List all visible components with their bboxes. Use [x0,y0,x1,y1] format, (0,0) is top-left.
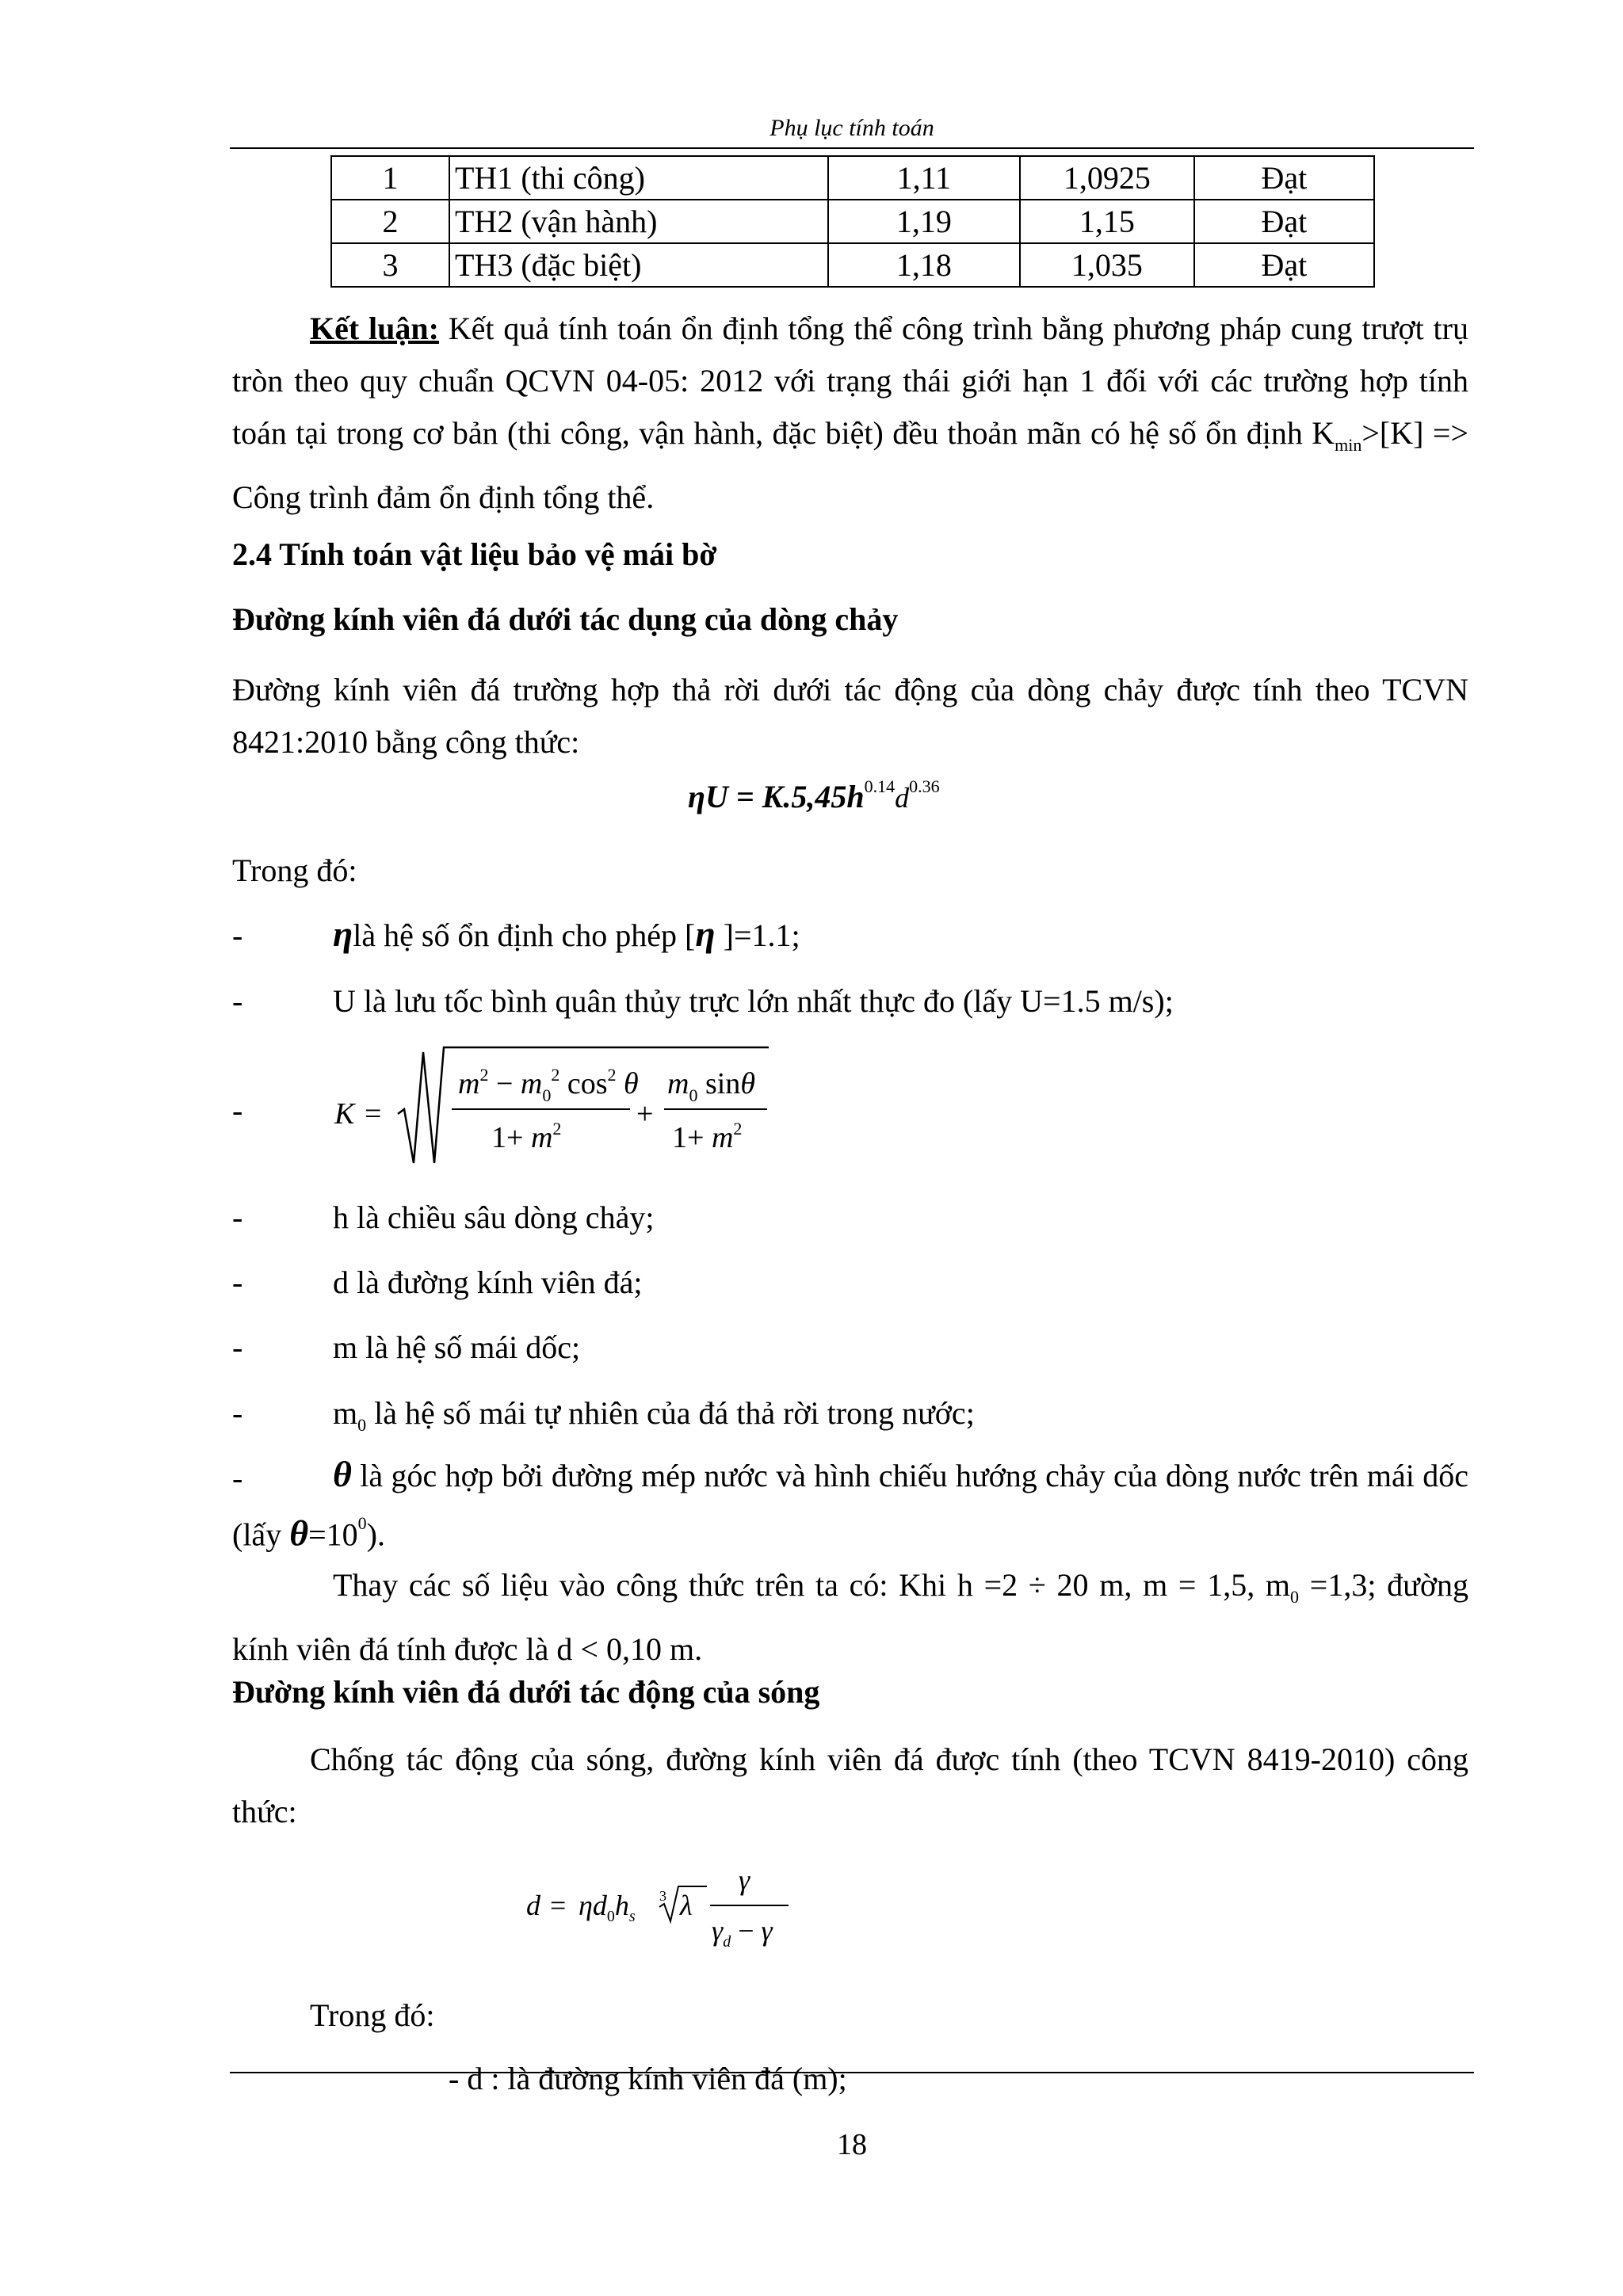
eta-symbol: η [333,913,353,954]
results-table [330,155,1375,288]
item-m0-text: là hệ số mái tự nhiên của đá thả rời trong nước; [366,1395,975,1431]
item-m0 [333,1394,1474,1436]
item-d-wave: - d : là đường kính viên đá (m); [449,2061,847,2096]
row-result: Đạt [1194,156,1374,200]
item-u: U là lưu tốc bình quân thủy trực lớn nhất thực đo (lấy U=1.5 m/s); [333,983,1174,1019]
dash-8: - [232,1460,243,1496]
row-result: Đạt [1194,243,1374,287]
row-case: TH3 (đặc biệt) [449,243,828,287]
conclusion-paragraph [232,303,1468,524]
flow-formula-exp2: 0.36 [909,776,940,796]
svg-text:d: d [526,1890,540,1921]
row-k-min: 1,18 [828,243,1020,287]
row-k-min: 1,19 [828,200,1020,243]
dash-3: - [232,1093,243,1128]
row-index: 1 [331,156,449,200]
row-k-allowed: 1,0925 [1020,156,1194,200]
flow-formula-exp1: 0.14 [864,776,896,796]
svg-text:1+ m2: $1+ m^2$ [672,1119,743,1154]
svg-text:3: 3 [659,1888,666,1904]
row-case: TH2 (vận hành) [449,200,828,243]
dash-4: - [232,1199,243,1235]
table-row [331,243,1374,287]
conclusion-text-end: >[K] => Công trình đảm ổn định tổng thể. [232,415,1468,515]
item-m: m là hệ số mái dốc; [333,1329,581,1365]
flow-formula-d: d [895,782,910,814]
item-theta [232,1448,1468,1561]
item-theta-text2: =10 [308,1516,358,1553]
subsection2-title: Đường kính viên đá dưới tác động của sóng [232,1674,820,1710]
theta-symbol: θ [333,1454,352,1494]
theta-symbol-2: θ [289,1512,309,1554]
item-h: h là chiều sâu dòng chảy; [333,1199,655,1235]
svg-text:m2 − m02 cos2 θ: $m^2 - m_0^2$ $\cos^2 \theta$ [458,1065,639,1105]
svg-text:λ: λ [680,1890,693,1921]
dash-6: - [232,1329,243,1365]
dash-5: - [232,1264,243,1300]
item-d: d là đường kính viên đá; [333,1264,643,1300]
substitution-text: Thay các số liệu vào công thức trên ta có: Khi h =2 ÷ 20 m, m = 1,5, m [333,1567,1291,1603]
svg-text:+: + [636,1097,654,1131]
flow-formula [688,778,940,815]
page-header: Phụ lục tính toán [230,114,1474,149]
table-row [331,156,1374,200]
item-eta-text2: ]=1.1; [715,917,800,953]
row-case: TH1 (thi công) [449,156,828,200]
item-theta-text3: ). [366,1516,385,1553]
item-m0-symbol: m [333,1395,358,1431]
row-k-allowed: 1,035 [1020,243,1194,287]
conclusion-sub: min [1335,435,1362,455]
subsection1-title: Đường kính viên đá dưới tác dụng của dòng chảy [232,601,899,637]
conclusion-text: Kết quả tính toán ổn định tổng thể công trình bằng phương pháp cung trượt trụ tròn theo quy chuẩn QCVN 04-05: 2012 với trạng thái giới hạn 1 đối với các trường hợp tính toán tại trong cơ bản (thi công, vận hành, đặc biệt) đều thoản mãn có hệ số ổn định K [232,311,1468,451]
item-theta-text: là góc hợp bởi đường mép nước và hình chiếu hướng chảy của dòng nước trên mái dốc (lấy [232,1458,1468,1553]
where-label-1: Trong đó: [232,852,357,888]
wave-formula [523,1858,808,1961]
item-m0-sub: 0 [357,1415,367,1435]
k-formula-label: K [334,1097,355,1131]
where-label-2: Trong đó: [310,1997,435,2033]
svg-text:m0 sinθ: $m_0$ sinθ [667,1067,755,1105]
item-eta-text: là hệ số ổn định cho phép [ [353,917,696,953]
conclusion-label: Kết luận: [310,311,439,346]
flow-formula-lhs: ηU = K.5,45h [688,779,865,814]
row-index: 2 [331,200,449,243]
subsection2-intro: Chống tác động của sóng, đường kính viên đá được tính (theo TCVN 8419-2010) công thức: [232,1741,1468,1829]
row-result: Đạt [1194,200,1374,243]
page-number: 18 [837,2128,867,2161]
table-row [331,200,1374,243]
item-theta-sup: 0 [357,1513,367,1533]
row-index: 3 [331,243,449,287]
row-k-allowed: 1,15 [1020,200,1194,243]
section-title: 2.4 Tính toán vật liệu bảo vệ mái bờ [232,536,717,572]
footer-rule [230,2072,1474,2073]
substitution-sub: 0 [1290,1587,1300,1607]
dash-2: - [232,983,243,1019]
svg-text:ηd0hs: $\eta d_0h_s$ [579,1890,636,1925]
subsection1-intro: Đường kính viên đá trường hợp thả rời dưới tác động của dòng chảy được tính theo TCVN 8421:2010 bằng công thức: [232,672,1468,760]
eta-symbol-2: η [695,913,716,954]
dash-1: - [232,917,243,953]
svg-text:=: = [365,1097,382,1131]
dash-7: - [232,1395,243,1431]
svg-text:γd − γ: $\gamma_d - \gamma$ [712,1915,773,1951]
substitution-paragraph [232,1559,1468,1676]
row-k-min: 1,11 [828,156,1020,200]
item-eta [333,913,1474,955]
substitution-text-end: =1,3; đường kính viên đá tính được là d < 0,10 m. [232,1567,1468,1667]
svg-text:1+ m2: $1+ m^2$ [491,1119,562,1154]
svg-text:=: = [550,1890,567,1921]
svg-text:γ: γ [739,1864,750,1896]
k-formula [325,1044,785,1179]
